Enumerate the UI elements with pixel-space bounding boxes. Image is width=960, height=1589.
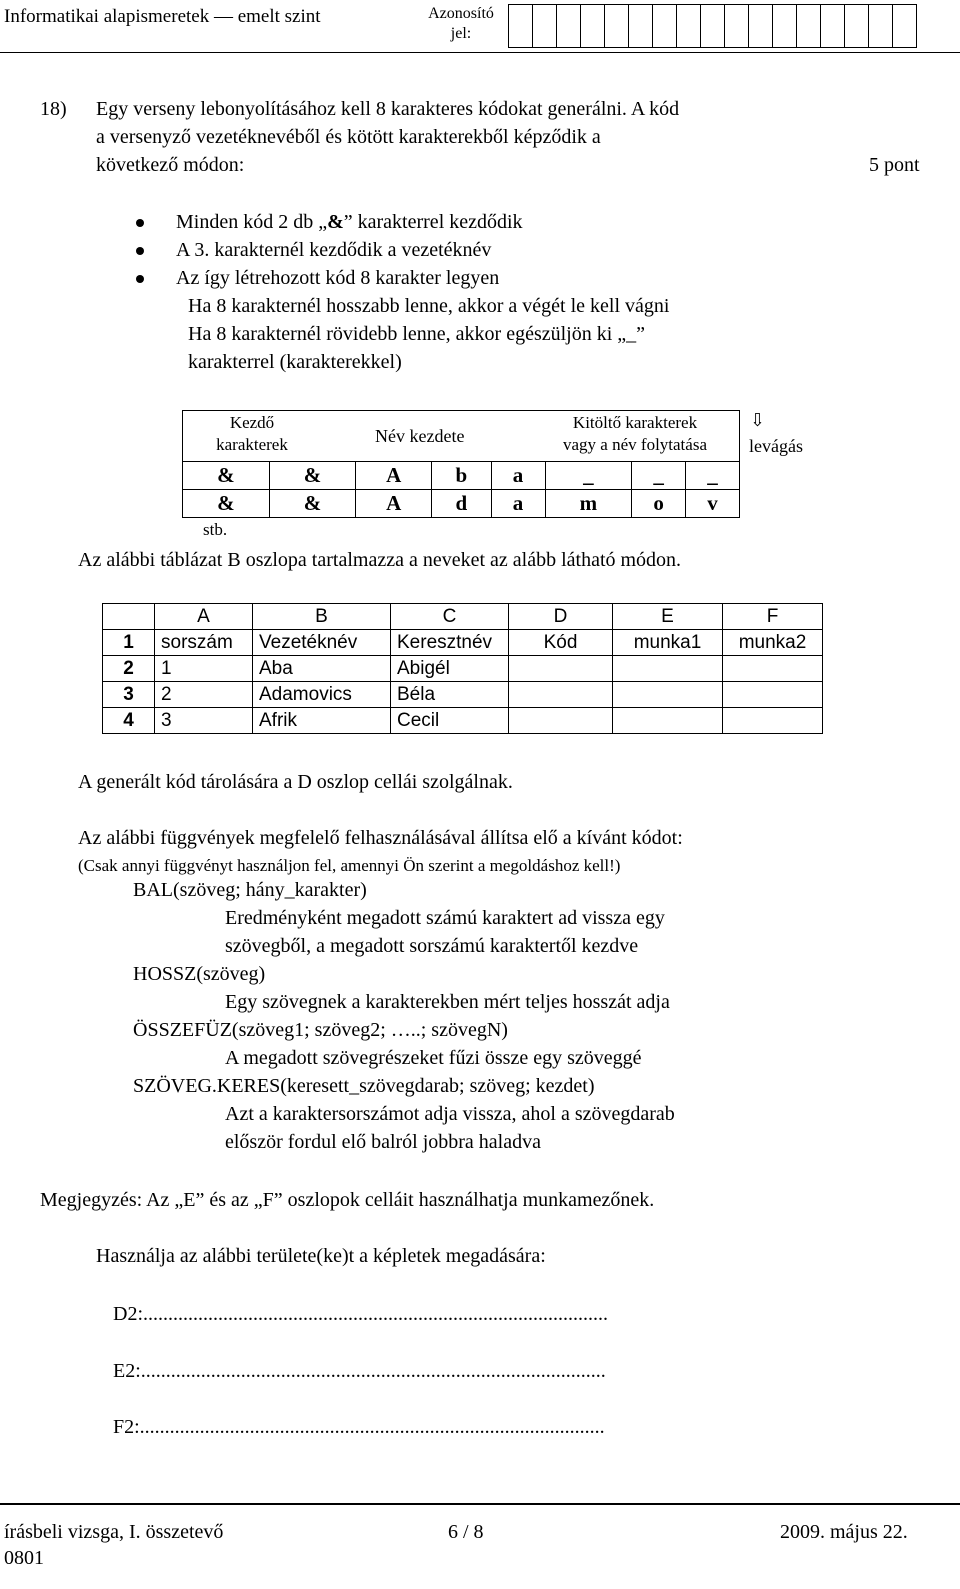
sheet-cell[interactable]: Béla: [391, 682, 509, 708]
id-box[interactable]: [820, 4, 845, 48]
answer-d2-field[interactable]: D2:.............................................................................................: [113, 1303, 608, 1325]
bullet-dot: [136, 247, 144, 255]
id-box[interactable]: [652, 4, 677, 48]
sheet-cell[interactable]: 2: [155, 682, 253, 708]
id-box[interactable]: [556, 4, 581, 48]
code-table: [182, 461, 740, 518]
sub-line-1: Ha 8 karakternél hosszabb lenne, akkor a végét le kell vágni: [188, 295, 670, 317]
sheet-cell[interactable]: 1: [155, 656, 253, 682]
functions-intro: Az alábbi függvények megfelelő felhasználásával állítsa elő a kívánt kódot:: [78, 827, 683, 849]
sheet-cell[interactable]: [723, 656, 823, 682]
function-desc: Eredményként megadott számú karaktert ad vissza egy: [225, 907, 665, 929]
code-cell: &: [183, 490, 270, 518]
sheet-cell[interactable]: [613, 708, 723, 734]
id-box[interactable]: [580, 4, 605, 48]
id-box[interactable]: [868, 4, 893, 48]
spreadsheet: [102, 603, 823, 734]
id-box[interactable]: [796, 4, 821, 48]
id-box[interactable]: [676, 4, 701, 48]
sheet-cell[interactable]: Vezetéknév: [253, 630, 391, 656]
code-cell: b: [432, 462, 491, 490]
row-header: 1: [103, 630, 155, 656]
sheet-cell[interactable]: [723, 682, 823, 708]
id-box[interactable]: [724, 4, 749, 48]
sheet-cell[interactable]: [723, 708, 823, 734]
column-header: E: [613, 604, 723, 630]
column-header: B: [253, 604, 391, 630]
id-box[interactable]: [532, 4, 557, 48]
footer-page: 6 / 8: [448, 1521, 484, 1543]
column-header: C: [391, 604, 509, 630]
code-row: [183, 462, 740, 490]
id-box[interactable]: [508, 4, 533, 48]
code-cell: A: [356, 490, 432, 518]
sheet-cell[interactable]: [509, 682, 613, 708]
points: 5 pont: [869, 154, 920, 176]
answer-e2-field[interactable]: E2:.............................................................................................: [113, 1360, 606, 1382]
cut-label: levágás: [749, 436, 803, 456]
row-header: 4: [103, 708, 155, 734]
text-before-sheet: Az alábbi táblázat B oszlopa tartalmazza a neveket az alább látható módon.: [78, 549, 682, 571]
sheet-cell[interactable]: [509, 708, 613, 734]
sheet-cell[interactable]: munka1: [613, 630, 723, 656]
id-box[interactable]: [748, 4, 773, 48]
id-box[interactable]: [844, 4, 869, 48]
bullet-3: Az így létrehozott kód 8 karakter legyen: [176, 267, 500, 289]
sub-line-2: Ha 8 karakternél rövidebb lenne, akkor egészüljön ki „_”: [188, 323, 646, 345]
sheet-cell[interactable]: munka2: [723, 630, 823, 656]
function-desc: Azt a karaktersorszámot adja vissza, ahol a szövegdarab: [225, 1103, 675, 1125]
function-desc: Egy szövegnek a karakterekben mért teljes hosszát adja: [225, 991, 670, 1013]
bullet-dot: [136, 275, 144, 283]
code-cell: _: [686, 462, 740, 490]
function-desc: szövegből, a megadott sorszámú karaktertől kezdve: [225, 935, 639, 957]
table-row: [103, 656, 823, 682]
code-cell: &: [269, 490, 356, 518]
intro-line-2: a versenyző vezetéknevéből és kötött karakterekből képződik a: [96, 126, 601, 148]
function-name: ÖSSZEFÜZ(szöveg1; szöveg2; …..; szövegN): [133, 1019, 508, 1041]
etc-label: stb.: [203, 520, 228, 539]
bullet-dot: [136, 219, 144, 227]
code-cell: &: [269, 462, 356, 490]
code-header-frame: [182, 410, 740, 462]
code-cell: o: [632, 490, 686, 518]
sheet-cell[interactable]: [509, 656, 613, 682]
bullet-1: Minden kód 2 db „&” karakterrel kezdődik: [176, 211, 523, 233]
sheet-cell[interactable]: [613, 656, 723, 682]
task-number: 18): [40, 98, 67, 120]
function-name: HOSSZ(szöveg): [133, 963, 266, 985]
intro-line-3: következő módon:: [96, 154, 245, 176]
code-cell: a: [491, 490, 545, 518]
sub-line-3: karakterrel (karakterekkel): [188, 351, 402, 373]
answer-f2-field[interactable]: F2:.............................................................................................: [113, 1416, 605, 1438]
sheet-cell[interactable]: Cecil: [391, 708, 509, 734]
function-name: BAL(szöveg; hány_karakter): [133, 879, 367, 901]
code-header-start-line: karakterek: [216, 435, 288, 454]
code-header-fill-line: Kitöltő karakterek: [572, 413, 698, 432]
column-header: D: [509, 604, 613, 630]
sheet-cell[interactable]: 3: [155, 708, 253, 734]
id-boxes[interactable]: [508, 4, 916, 48]
table-row: [103, 630, 823, 656]
code-cell: d: [432, 490, 491, 518]
column-header: F: [723, 604, 823, 630]
table-row: [103, 682, 823, 708]
footer-code: 0801: [4, 1547, 44, 1569]
table-row: [103, 708, 823, 734]
code-cell: _: [632, 462, 686, 490]
sheet-corner: [103, 604, 155, 630]
down-arrow-icon: ⇩: [750, 410, 766, 430]
sheet-cell[interactable]: sorszám: [155, 630, 253, 656]
code-cell: v: [686, 490, 740, 518]
header-divider: [0, 52, 960, 53]
azonosito-label: Azonosító jel:: [428, 5, 494, 42]
id-box[interactable]: [604, 4, 629, 48]
row-header: 2: [103, 656, 155, 682]
code-header-name: Név kezdete: [375, 426, 465, 446]
sheet-cell[interactable]: Aba: [253, 656, 391, 682]
code-cell: &: [183, 462, 270, 490]
function-desc: A megadott szövegrészeket fűzi össze egy szöveggé: [225, 1047, 642, 1069]
footer-left: írásbeli vizsga, I. összetevő: [4, 1521, 224, 1543]
footer-divider: [0, 1503, 960, 1505]
sheet-cell[interactable]: [613, 682, 723, 708]
sheet-cell[interactable]: Keresztnév: [391, 630, 509, 656]
intro-line-1: Egy verseny lebonyolításához kell 8 karakteres kódokat generálni. A kód: [96, 98, 680, 120]
answer-prompt: Használja az alábbi területe(ke)t a képletek megadására:: [96, 1245, 546, 1267]
code-header-start-line: Kezdő: [229, 413, 275, 432]
text-after-sheet: A generált kód tárolására a D oszlop cellái szolgálnak.: [78, 771, 513, 793]
header-title: Informatikai alapismeretek — emelt szint: [4, 6, 321, 27]
code-header-fill-line: vagy a név folytatása: [563, 435, 707, 454]
code-row: [183, 490, 740, 518]
sheet-column-header-row: [103, 604, 823, 630]
bullet-2: A 3. karakternél kezdődik a vezetéknév: [176, 239, 492, 261]
footer-date: 2009. május 22.: [780, 1521, 908, 1543]
sheet-cell[interactable]: Abigél: [391, 656, 509, 682]
note: Megjegyzés: Az „E” és az „F” oszlopok celláit használhatja munkamezőnek.: [40, 1189, 655, 1211]
function-name: SZÖVEG.KERES(keresett_szövegdarab; szöveg; kezdet): [133, 1075, 595, 1097]
code-cell: A: [356, 462, 432, 490]
code-cell: a: [491, 462, 545, 490]
sheet-cell[interactable]: Afrik: [253, 708, 391, 734]
function-desc: először fordul elő balról jobbra haladva: [225, 1131, 541, 1153]
id-box[interactable]: [700, 4, 725, 48]
sheet-cell[interactable]: Adamovics: [253, 682, 391, 708]
code-cell: _: [545, 462, 632, 490]
id-box[interactable]: [628, 4, 653, 48]
column-header: A: [155, 604, 253, 630]
functions-note: (Csak annyi függvényt használjon fel, amennyi Ön szerint a megoldáshoz kell!): [78, 856, 621, 875]
id-box[interactable]: [772, 4, 797, 48]
code-cell: m: [545, 490, 632, 518]
row-header: 3: [103, 682, 155, 708]
sheet-cell[interactable]: Kód: [509, 630, 613, 656]
id-box[interactable]: [892, 4, 917, 48]
